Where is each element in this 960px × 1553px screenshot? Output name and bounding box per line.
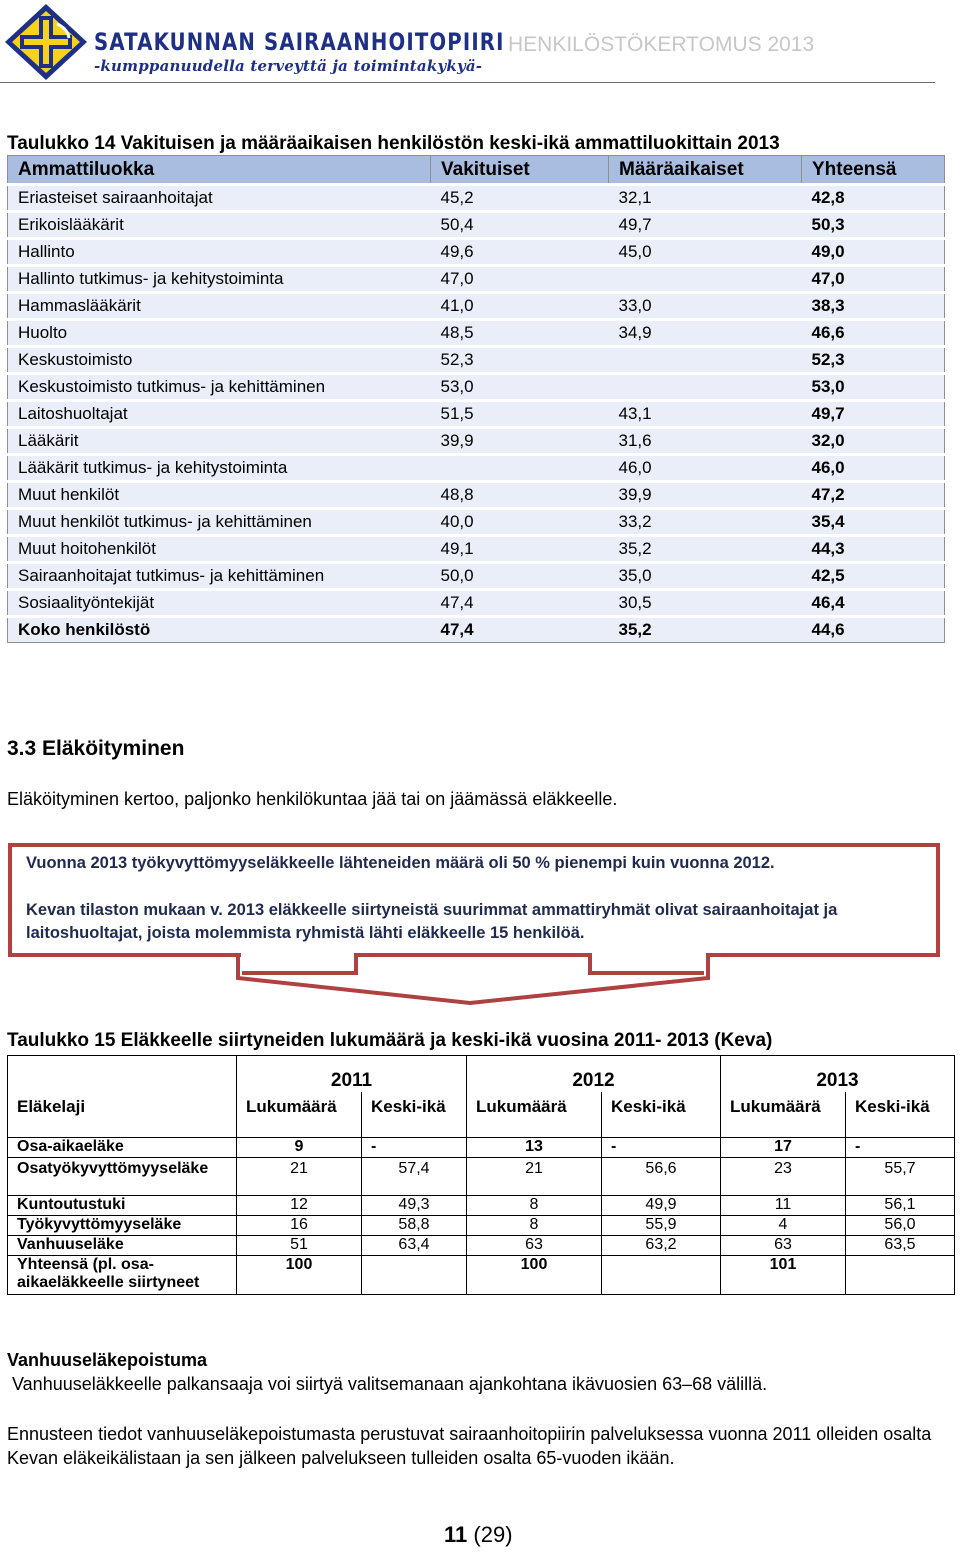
table-row [8,428,945,455]
table-cell [609,266,802,293]
table-cell: 46,6 [802,320,945,347]
table-cell [602,1256,721,1295]
table-cell: 47,0 [802,266,945,293]
table-cell: 35,2 [609,617,802,643]
column-header: Keski-ikä [846,1092,955,1138]
table-cell: 21 [237,1158,362,1196]
table-cell: 52,3 [802,347,945,374]
table-cell: 46,0 [609,455,802,482]
table-cell [609,347,802,374]
table-row [8,212,945,239]
table-row [8,590,945,617]
table-row [8,293,945,320]
table14-caption: Taulukko 14 Vakituisen ja määräaikaisen henkilöstön keski-ikä ammattiluokittain 2013 [7,133,780,154]
current-page: 11 [444,1522,468,1547]
table-cell: 46,4 [802,590,945,617]
table-cell: Osatyökyvyttömyyseläke [8,1158,237,1196]
logo-emblem [3,2,89,82]
table14 [7,155,945,643]
table-cell: 47,2 [802,482,945,509]
table-row [8,239,945,266]
year-header-row [8,1056,955,1093]
table-cell: 49,7 [609,212,802,239]
table-row [8,1138,955,1158]
table-cell: Hallinto [8,239,431,266]
table-cell: 35,0 [609,563,802,590]
table-cell: 63,5 [846,1236,955,1256]
table-cell: Huolto [8,320,431,347]
table-cell: 42,5 [802,563,945,590]
table-cell: Muut henkilöt tutkimus- ja kehittäminen [8,509,431,536]
column-header: Lukumäärä [721,1092,846,1138]
table-cell: 16 [237,1216,362,1236]
table-cell: 13 [467,1138,602,1158]
table-cell: 30,5 [609,590,802,617]
table-total-row [8,617,945,643]
table-cell: 46,0 [802,455,945,482]
table-cell: - [602,1138,721,1158]
table-cell: 47,4 [431,617,609,643]
table-cell: Koko henkilöstö [8,617,431,643]
table-cell [8,1056,237,1093]
table-cell: 33,0 [609,293,802,320]
table-cell: Erikoislääkärit [8,212,431,239]
table-cell: 57,4 [362,1158,467,1196]
table-cell: Yhteensä (pl. osa-aikaeläkkeelle siirtyneet [8,1256,237,1295]
column-header: Eläkelaji [8,1092,237,1138]
header-divider [0,82,935,83]
table-cell: - [362,1138,467,1158]
table-cell: 32,0 [802,428,945,455]
table-cell: Muut henkilöt [8,482,431,509]
table-cell: 56,6 [602,1158,721,1196]
table-cell: Muut hoitohenkilöt [8,536,431,563]
table-cell: 41,0 [431,293,609,320]
table-cell: 43,1 [609,401,802,428]
table-row [8,536,945,563]
table-cell: 38,3 [802,293,945,320]
table-cell: 4 [721,1216,846,1236]
column-header: Keski-ikä [602,1092,721,1138]
table-cell: 45,0 [609,239,802,266]
table-row [8,266,945,293]
table-cell [362,1256,467,1295]
table-cell: 63,4 [362,1236,467,1256]
column-header: Keski-ikä [362,1092,467,1138]
table-cell: 35,2 [609,536,802,563]
table-row [8,1158,955,1196]
table-cell: 63 [467,1236,602,1256]
table-cell: 51,5 [431,401,609,428]
highlight-line-1: Vuonna 2013 työkyvyttömyyseläkkeelle lähteneiden määrä oli 50 % pienempi kuin vuonna 2012. [26,854,775,872]
table-cell: 49,9 [602,1196,721,1216]
year-header: 2011 [237,1056,467,1093]
table15-caption: Taulukko 15 Eläkkeelle siirtyneiden lukumäärä ja keski-ikä vuosina 2011- 2013 (Keva) [7,1030,773,1051]
table-cell: Eriasteiset sairaanhoitajat [8,185,431,212]
table-row [8,509,945,536]
organization-name: SATAKUNNAN SAIRAANHOITOPIIRI [94,28,505,56]
table-cell: 51 [237,1236,362,1256]
table-cell: 12 [237,1196,362,1216]
column-header: Ammattiluokka [8,156,431,185]
year-header: 2012 [467,1056,721,1093]
table-cell: Kuntoutustuki [8,1196,237,1216]
table-cell [431,455,609,482]
table-cell: 44,6 [802,617,945,643]
table-cell: Keskustoimisto tutkimus- ja kehittäminen [8,374,431,401]
table-cell: 42,8 [802,185,945,212]
table-cell: 39,9 [431,428,609,455]
table-cell: 55,7 [846,1158,955,1196]
table-cell: 49,6 [431,239,609,266]
table-cell: 47,0 [431,266,609,293]
table-cell: Laitoshuoltajat [8,401,431,428]
column-header: Vakituiset [431,156,609,185]
highlight-line-2: Kevan tilaston mukaan v. 2013 eläkkeelle siirtyneistä suurimmat ammattiryhmät olivat sairaanhoitajat ja laitoshuoltajat, joista molemmista ryhmistä lähti eläkkeelle 15 henkilöä. [26,901,838,942]
table-row [8,374,945,401]
table-row [8,1236,955,1256]
column-header: Yhteensä [802,156,945,185]
table-cell: 55,9 [602,1216,721,1236]
table-cell: 32,1 [609,185,802,212]
table-cell: 53,0 [431,374,609,401]
table-cell: Sosiaalityöntekijät [8,590,431,617]
report-title: HENKILÖSTÖKERTOMUS 2013 [508,33,815,56]
table-cell: Osa-aikaeläke [8,1138,237,1158]
organization-slogan: -kumppanuudella terveyttä ja toimintakykyä- [94,57,483,75]
table-cell: 50,4 [431,212,609,239]
year-header: 2013 [721,1056,955,1093]
table-cell: Työkyvyttömyyseläke [8,1216,237,1236]
subsection-title: Vanhuuseläkepoistuma [7,1350,208,1370]
table-row [8,185,945,212]
table15 [7,1055,955,1295]
down-arrow-icon [0,945,960,1015]
table-cell: Sairaanhoitajat tutkimus- ja kehittäminen [8,563,431,590]
table-cell: 47,4 [431,590,609,617]
table-cell: 63 [721,1236,846,1256]
column-header: Lukumäärä [237,1092,362,1138]
table-cell: Vanhuuseläke [8,1236,237,1256]
table-row [8,455,945,482]
table-header-row [8,156,945,185]
table-cell: 52,3 [431,347,609,374]
table-cell: 56,0 [846,1216,955,1236]
table-cell: - [846,1138,955,1158]
table-row [8,482,945,509]
table-cell: Lääkärit [8,428,431,455]
table-cell: 50,3 [802,212,945,239]
forecast-paragraph: Ennusteen tiedot vanhuuseläkepoistumasta perustuvat sairaanhoitopiirin palveluksessa vuonna 2011 olleiden osalta Kevan eläkeikälistaan ja sen jälkeen palvelukseen tulleiden osalta 65-vuoden ikään. [7,1424,932,1468]
table-cell: 49,1 [431,536,609,563]
table-cell: 49,7 [802,401,945,428]
table-cell: 23 [721,1158,846,1196]
page-number [444,1522,513,1548]
column-header: Määräaikaiset [609,156,802,185]
table-cell: 21 [467,1158,602,1196]
table-cell: 49,3 [362,1196,467,1216]
table-row [8,563,945,590]
table-cell: Hammaslääkärit [8,293,431,320]
table-cell [609,374,802,401]
total-pages: (29) [473,1522,513,1547]
table-cell: 58,8 [362,1216,467,1236]
table-cell [846,1256,955,1295]
table-cell: 63,2 [602,1236,721,1256]
section-paragraph: Eläköityminen kertoo, paljonko henkilökuntaa jää tai on jäämässä eläkkeelle. [7,789,618,809]
table-cell: 45,2 [431,185,609,212]
table-cell: 17 [721,1138,846,1158]
table-cell: 8 [467,1216,602,1236]
table-total-row [8,1256,955,1295]
table-cell: 39,9 [609,482,802,509]
table-cell: 8 [467,1196,602,1216]
table-cell: 101 [721,1256,846,1295]
column-header-row [8,1092,955,1138]
table-cell: 100 [467,1256,602,1295]
table-cell: 34,9 [609,320,802,347]
table-row [8,320,945,347]
table-cell: 53,0 [802,374,945,401]
table-cell: 11 [721,1196,846,1216]
table-cell: 31,6 [609,428,802,455]
table-row [8,347,945,374]
table-cell: 49,0 [802,239,945,266]
table-cell: 56,1 [846,1196,955,1216]
section-title: 3.3 Eläköityminen [7,737,185,760]
table-cell: 9 [237,1138,362,1158]
table-row [8,1216,955,1236]
table-cell: 40,0 [431,509,609,536]
table-cell: 48,8 [431,482,609,509]
table-cell: Hallinto tutkimus- ja kehitystoiminta [8,266,431,293]
table-cell: 33,2 [609,509,802,536]
table-row [8,1196,955,1216]
table-cell: 44,3 [802,536,945,563]
table-cell: Keskustoimisto [8,347,431,374]
table-cell: 100 [237,1256,362,1295]
table-cell: 35,4 [802,509,945,536]
table-cell: Lääkärit tutkimus- ja kehitystoiminta [8,455,431,482]
table-row [8,401,945,428]
column-header: Lukumäärä [467,1092,602,1138]
subsection-paragraph: Vanhuuseläkkeelle palkansaaja voi siirtyä valitsemanaan ajankohtana ikävuosien 63–68 välillä. [12,1374,768,1394]
table-cell: 48,5 [431,320,609,347]
table-cell: 50,0 [431,563,609,590]
